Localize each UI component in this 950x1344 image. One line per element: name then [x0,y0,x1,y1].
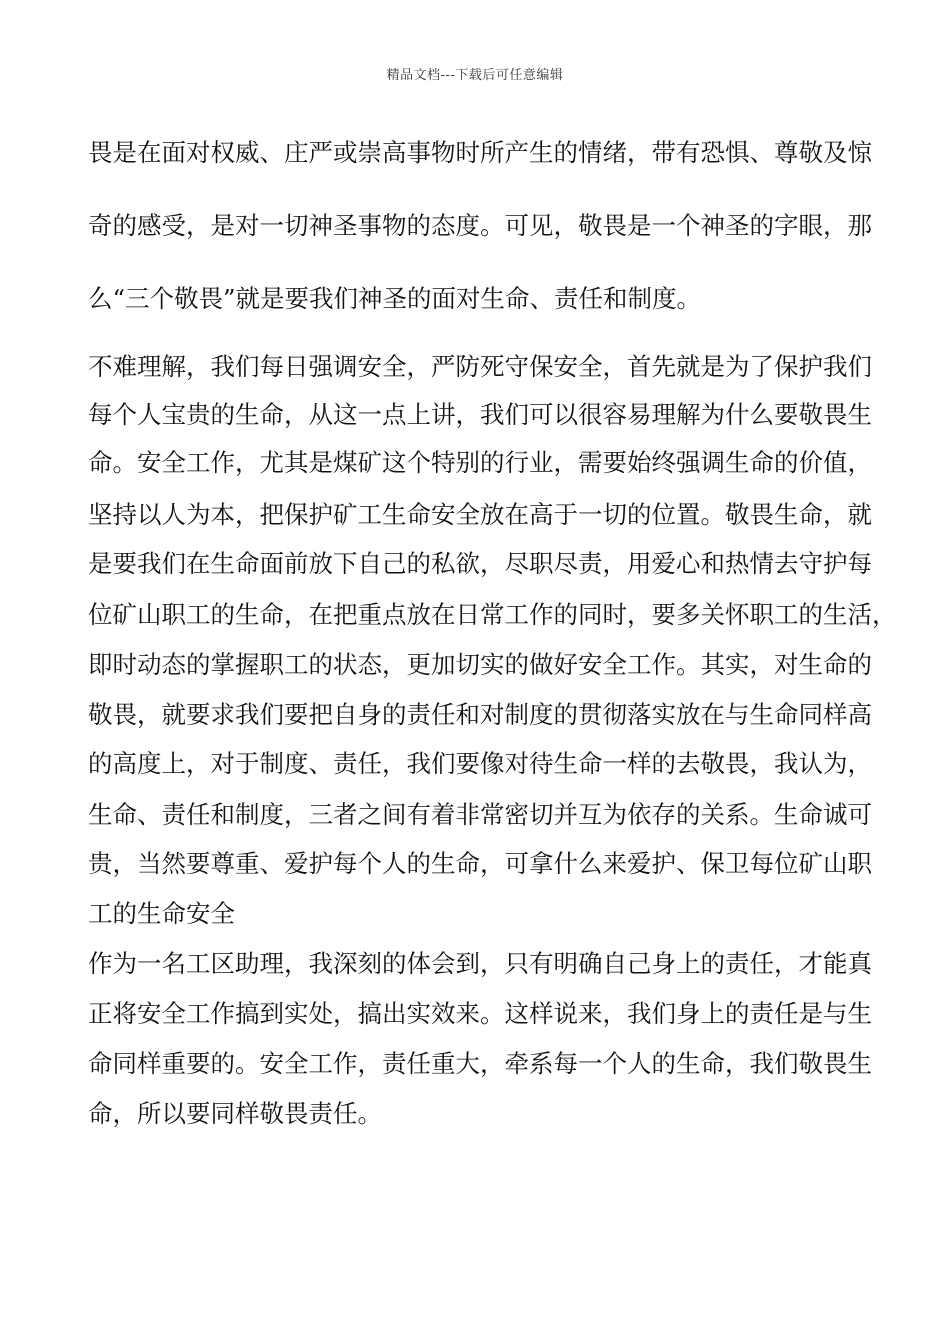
paragraph-2-line-2: 每个人宝贵的生命，从这一点上讲，我们可以很容易理解为什么要敬畏生 [88,400,872,429]
paragraph-2-line-9: 的高度上，对于制度、责任，我们要像对待生命一样的去敬畏，我认为， [88,749,872,778]
paragraph-3-line-2: 正将安全工作搞到实处，搞出实效来。这样说来，我们身上的责任是与生 [88,999,872,1028]
paragraph-2-line-6: 位矿山职工的生命，在把重点放在日常工作的同时，要多关怀职工的生活， [88,600,897,629]
paragraph-2-line-1: 不难理解，我们每日强调安全，严防死守保安全，首先就是为了保护我们 [88,352,872,381]
paragraph-2-line-5: 是要我们在生命面前放下自己的私欲，尽职尽责，用爱心和热情去守护每 [88,549,872,578]
paragraph-2-line-11: 贵，当然要尊重、爱护每个人的生命，可拿什么来爱护、保卫每位矿山职 [88,849,872,878]
paragraph-3-line-3: 命同样重要的。安全工作，责任重大，牵系每一个人的生命，我们敬畏生 [88,1049,872,1078]
paragraph-2-line-3: 命。安全工作，尤其是煤矿这个特别的行业，需要始终强调生命的价值， [88,448,872,477]
paragraph-2-line-10: 生命、责任和制度，三者之间有着非常密切并互为依存的关系。生命诚可 [88,800,872,829]
paragraph-2-line-8: 敬畏，就要求我们要把自身的责任和对制度的贯彻落实放在与生命同样高 [88,700,872,729]
paragraph-1-line-3: 么“三个敬畏”就是要我们神圣的面对生命、责任和制度。 [88,284,702,313]
paragraph-1-line-2: 奇的感受，是对一切神圣事物的态度。可见，敬畏是一个神圣的字眼，那 [88,211,872,240]
paragraph-2-line-4: 坚持以人为本，把保护矿工生命安全放在高于一切的位置。敬畏生命，就 [88,500,872,529]
paragraph-2-line-7: 即时动态的掌握职工的状态，更加切实的做好安全工作。其实，对生命的 [88,650,872,679]
paragraph-3-line-1: 作为一名工区助理，我深刻的体会到，只有明确自己身上的责任，才能真 [88,949,872,978]
paragraph-2-line-12: 工的生命安全 [88,899,235,928]
paragraph-3-line-4: 命，所以要同样敬畏责任。 [88,1099,382,1128]
page-header: 精品文档---下载后可任意编辑 [386,68,564,83]
paragraph-1-line-1: 畏是在面对权威、庄严或崇高事物时所产生的情绪，带有恐惧、尊敬及惊 [88,138,872,167]
